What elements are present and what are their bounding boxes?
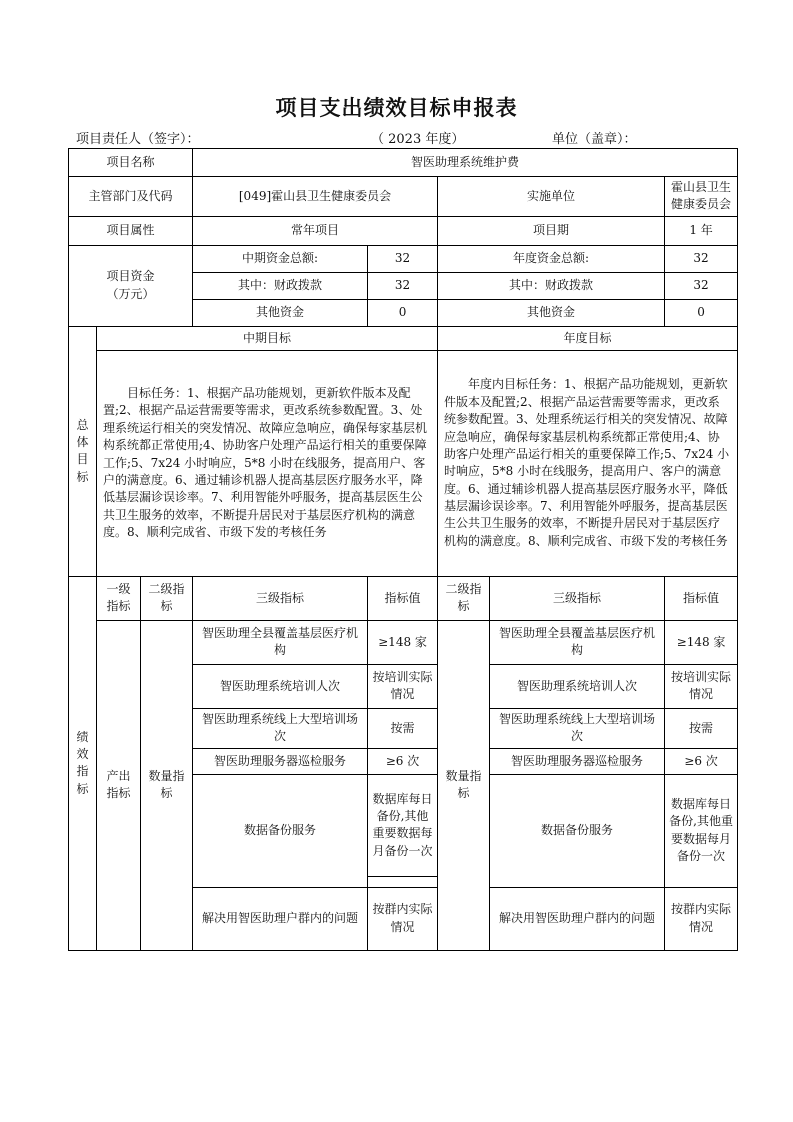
level1-output: 产出指标 bbox=[97, 620, 141, 950]
level2-quantity-mid: 数量指标 bbox=[141, 620, 193, 950]
year-fiscal-value: 32 bbox=[665, 272, 738, 299]
indicator-name-mid: 智医助理系统线上大型培训场次 bbox=[193, 708, 368, 748]
mid-total-value: 32 bbox=[368, 245, 438, 272]
year-total-label: 年度资金总额: bbox=[438, 245, 665, 272]
mid-total-label: 中期资金总额: bbox=[193, 245, 368, 272]
funds-total-row bbox=[69, 245, 738, 272]
attribute-row bbox=[69, 216, 738, 245]
indicator-value-mid: 按培训实际情况 bbox=[368, 664, 438, 708]
project-name-row bbox=[69, 149, 738, 177]
year-other-label: 其他资金 bbox=[438, 299, 665, 326]
indicator-name-year: 智医助理系统培训人次 bbox=[490, 664, 665, 708]
perf-header-row bbox=[69, 576, 738, 620]
level3-header-mid: 三级指标 bbox=[193, 576, 368, 620]
mid-other-label: 其他资金 bbox=[193, 299, 368, 326]
department-row bbox=[69, 177, 738, 217]
indicator-value-mid: 按需 bbox=[368, 708, 438, 748]
project-attribute-value: 常年项目 bbox=[193, 216, 438, 245]
project-funds-label-line1: 项目资金 bbox=[106, 269, 155, 284]
project-period-label: 项目期 bbox=[438, 216, 665, 245]
mid-goal-text: 目标任务：1、根据产品功能规划，更新软件版本及配置;2、根据产品运营需要等需求，更改系统参数配置。3、处理系统运行相关的突发情况、故障应急响应，确保每家基层机构系统都正常使用;4、协助客户处理产品运行相关的重要保障工作;5、7x24 小时响应，5*8 小时在线服务，提高用户、客户的满意度。6、通过辅诊机器人提高基层医疗服务水平，降低基层漏诊误诊率。7、利用智能外呼服务，提高基层医生公共卫生服务的效率，不断提升居民对于基层医疗机构的满意度。8、顺利完成省、市级下发的考核任务 bbox=[97, 350, 438, 576]
spacer-cell bbox=[368, 876, 438, 887]
indicator-name-year: 智医助理服务器巡检服务 bbox=[490, 748, 665, 774]
level1-header: 一级指标 bbox=[97, 576, 141, 620]
value-header-year: 指标值 bbox=[665, 576, 738, 620]
indicator-name-mid: 智医助理服务器巡检服务 bbox=[193, 748, 368, 774]
year-goal-header: 年度目标 bbox=[438, 326, 738, 350]
table-row bbox=[69, 620, 738, 664]
indicator-name-year: 智医助理系统线上大型培训场次 bbox=[490, 708, 665, 748]
indicator-value-year: ≥6 次 bbox=[665, 748, 738, 774]
department-label: 主管部门及代码 bbox=[69, 177, 193, 217]
mid-goal-header: 中期目标 bbox=[97, 326, 438, 350]
goals-content-row bbox=[69, 350, 738, 576]
indicator-name-year: 智医助理全县覆盖基层医疗机构 bbox=[490, 620, 665, 664]
indicator-value-year: ≥148 家 bbox=[665, 620, 738, 664]
implementing-unit-value: 霍山县卫生健康委员会 bbox=[665, 177, 738, 217]
mid-other-value: 0 bbox=[368, 299, 438, 326]
responsible-signature-label: 项目责任人（签字）： bbox=[76, 132, 200, 147]
perf-section-label-text: 绩效指标 bbox=[76, 729, 89, 796]
unit-seal-label: 单位（盖章）： bbox=[552, 132, 637, 147]
project-period-value: 1 年 bbox=[665, 216, 738, 245]
report-year: （ 2023 年度） bbox=[371, 132, 465, 147]
level2-header-mid: 二级指标 bbox=[141, 576, 193, 620]
indicator-name-year: 解决用智医助理户群内的问题 bbox=[490, 887, 665, 950]
performance-target-table bbox=[68, 148, 738, 951]
project-funds-label bbox=[69, 245, 193, 326]
indicator-value-year: 按培训实际情况 bbox=[665, 664, 738, 708]
level2-quantity-year: 数量指标 bbox=[438, 620, 490, 950]
perf-section-label bbox=[69, 576, 97, 950]
overall-goals-label-text: 总体目标 bbox=[76, 417, 89, 484]
project-funds-label-line2: （万元） bbox=[106, 286, 155, 301]
indicator-value-mid: 按群内实际情况 bbox=[368, 887, 438, 950]
overall-goals-label bbox=[69, 326, 97, 576]
indicator-value-mid: ≥6 次 bbox=[368, 748, 438, 774]
department-value: [049]霍山县卫生健康委员会 bbox=[193, 177, 438, 217]
indicator-name-mid: 数据备份服务 bbox=[193, 774, 368, 887]
indicator-name-mid: 智医助理系统培训人次 bbox=[193, 664, 368, 708]
indicator-value-year: 数据库每日备份,其他重要数据每月备份一次 bbox=[665, 774, 738, 887]
year-total-value: 32 bbox=[665, 245, 738, 272]
page-title: 项目支出绩效目标申报表 bbox=[275, 95, 518, 120]
level3-header-year: 三级指标 bbox=[490, 576, 665, 620]
year-other-value: 0 bbox=[665, 299, 738, 326]
indicator-value-year: 按需 bbox=[665, 708, 738, 748]
indicator-name-mid: 智医助理全县覆盖基层医疗机构 bbox=[193, 620, 368, 664]
indicator-name-mid: 解决用智医助理户群内的问题 bbox=[193, 887, 368, 950]
project-attribute-label: 项目属性 bbox=[69, 216, 193, 245]
project-name-value: 智医助理系统维护费 bbox=[193, 149, 738, 177]
year-fiscal-label: 其中：财政拨款 bbox=[438, 272, 665, 299]
value-header-mid: 指标值 bbox=[368, 576, 438, 620]
project-name-label: 项目名称 bbox=[69, 149, 193, 177]
indicator-value-mid: ≥148 家 bbox=[368, 620, 438, 664]
level2-header-year: 二级指标 bbox=[438, 576, 490, 620]
indicator-value-mid: 数据库每日备份,其他重要数据每月备份一次 bbox=[368, 774, 438, 876]
indicator-name-year: 数据备份服务 bbox=[490, 774, 665, 887]
implementing-unit-label: 实施单位 bbox=[438, 177, 665, 217]
year-goal-text: 年度内目标任务：1、根据产品功能规划，更新软件版本及配置;2、根据产品运营需要等需求，更改系统参数配置。3、处理系统运行相关的突发情况、故障应急响应，确保每家基层机构系统都正常使用;4、协助客户处理产品运行相关的重要保障工作;5、7x24 小时响应，5*8 小时在线服务，提高用户、客户的满意度。6、通过辅诊机器人提高基层医疗服务水平，降低基层漏诊误诊率。7、利用智能外呼服务，提高基层医生公共卫生服务的效率，不断提升居民对于基层医疗机构的满意度。8、顺利完成省、市级下发的考核任务 bbox=[438, 350, 738, 576]
mid-fiscal-label: 其中：财政拨款 bbox=[193, 272, 368, 299]
goals-header-row bbox=[69, 326, 738, 350]
indicator-value-year: 按群内实际情况 bbox=[665, 887, 738, 950]
mid-fiscal-value: 32 bbox=[368, 272, 438, 299]
